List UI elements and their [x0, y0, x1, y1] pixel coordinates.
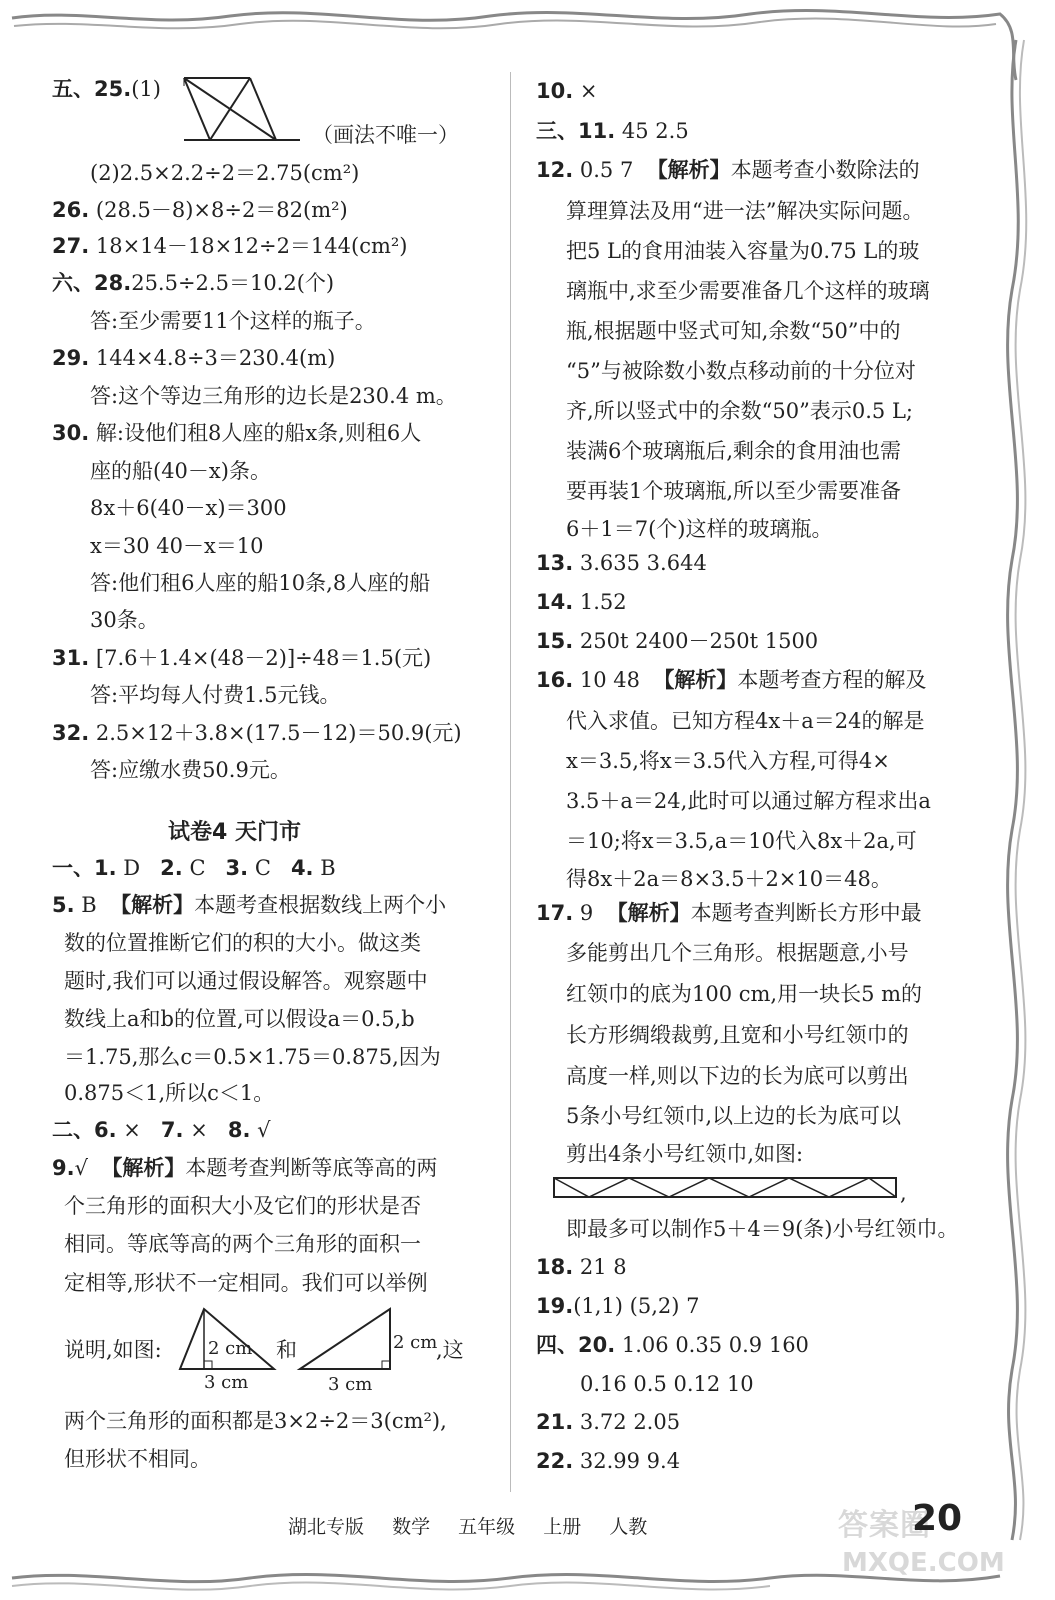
q17-line8: 即最多可以制作5＋4＝9(条)小号红领巾。 [566, 1217, 959, 1241]
q9-and-text: 和 [276, 1338, 297, 1362]
q17-line3: 红领巾的底为100 cm,用一块长5 m的 [566, 982, 923, 1006]
footer-grade: 五年级 [458, 1516, 516, 1538]
q30-line6: 30条。 [90, 608, 159, 632]
q30-line3: 8x＋6(40－x)＝300 [90, 496, 287, 520]
q9-line1: 9.√ 【解析】本题考查判断等底等高的两 [52, 1156, 438, 1180]
q10-line: 10. × [536, 79, 598, 103]
footer-publisher: 人教 [609, 1516, 648, 1538]
q25-part2: (2)2.5×2.2÷2＝2.75(cm²) [90, 161, 360, 185]
q12-line7: 齐,所以竖式中的余数“50”表示0.5 L; [566, 399, 913, 423]
q5-line6: 0.875＜1,所以c＜1。 [64, 1081, 275, 1105]
q9-figure-suffix: ,这 [436, 1338, 464, 1362]
q30-line2: 座的船(40－x)条。 [90, 459, 271, 483]
q17-line5: 高度一样,则以下边的长为底可以剪出 [566, 1064, 909, 1088]
section2-line: 二、6. × 7. × 8. √ [52, 1118, 271, 1142]
q32-answer: 答:应缴水费50.9元。 [90, 758, 291, 782]
footer-volume: 上册 [543, 1516, 582, 1538]
watermark-url: MXQE.COM [842, 1548, 1005, 1578]
q21-line: 21. 3.72 2.05 [536, 1410, 681, 1434]
q12-line5: 瓶,根据题中竖式可知,余数“50”中的 [566, 319, 901, 343]
q11-line: 三、11. 45 2.5 [536, 119, 689, 143]
q17-strip-figure [553, 1177, 898, 1199]
q9-line5: 两个三角形的面积都是3×2÷2＝3(cm²), [64, 1409, 447, 1433]
q25-note: （画法不唯一） [312, 123, 459, 147]
q25-part1: (1) [131, 77, 161, 101]
q9-line2: 个三角形的面积大小及它们的形状是否 [64, 1194, 421, 1218]
q17-line4: 长方形绸缎裁剪,且宽和小号红领巾的 [566, 1023, 909, 1047]
q28-answer: 答:至少需要11个这样的瓶子。 [90, 309, 376, 333]
q5-line2: 数的位置推断它们的积的大小。做这类 [64, 931, 421, 955]
q16-line5: ＝10;将x＝3.5,a＝10代入8x＋2a,可 [566, 829, 917, 853]
q9-figure-prefix: 说明,如图: [64, 1338, 162, 1362]
section1-line: 一、1. D 2. C 3. C 4. B [52, 856, 336, 880]
q26-line: 26. (28.5－8)×8÷2＝82(m²) [52, 198, 348, 222]
q12-line1: 12. 0.5 7 【解析】本题考查小数除法的 [536, 158, 920, 182]
q9-line4: 定相等,形状不一定相同。我们可以举例 [64, 1271, 428, 1295]
q28-line: 六、28.25.5÷2.5＝10.2(个) [52, 271, 335, 295]
page-number: 20 [912, 1498, 963, 1539]
q32-line: 32. 2.5×12＋3.8×(17.5－12)＝50.9(元) [52, 721, 462, 745]
q18-line: 18. 21 8 [536, 1255, 627, 1279]
q25-line1 [52, 76, 161, 102]
section-title: 试卷4 天门市 [168, 820, 301, 845]
q12-line3: 把5 L的食用油装入容量为0.75 L的玻 [566, 239, 920, 263]
q22-line: 22. 32.99 9.4 [536, 1449, 681, 1473]
q9-line6: 但形状不相同。 [64, 1447, 211, 1471]
q16-line1: 16. 10 48 【解析】本题考查方程的解及 [536, 668, 927, 692]
q12-line9: 要再装1个玻璃瓶,所以至少需要准备 [566, 479, 902, 503]
footer-subject: 数学 [392, 1516, 431, 1538]
q25-number: 五、25. [52, 77, 132, 101]
q27-line: 27. 18×14－18×12÷2＝144(cm²) [52, 234, 408, 258]
q14-line: 14. 1.52 [536, 590, 627, 614]
q17-line2: 多能剪出几个三角形。根据题意,小号 [566, 941, 909, 965]
q29-line: 29. 144×4.8÷3＝230.4(m) [52, 346, 336, 370]
q29-answer: 答:这个等边三角形的边长是230.4 m。 [90, 384, 457, 408]
q25-figure [180, 76, 310, 146]
q5-line1: 5. B 【解析】本题考查根据数线上两个小 [52, 893, 447, 917]
q5-line4: 数线上a和b的位置,可以假设a＝0.5,b [64, 1007, 415, 1031]
q17-line1: 17. 9 【解析】本题考查判断长方形中最 [536, 901, 922, 925]
footer-edition: 湖北专版 [288, 1516, 365, 1538]
q31-answer: 答:平均每人付费1.5元钱。 [90, 683, 341, 707]
q16-line6: 得8x＋2a＝8×3.5＋2×10＝48。 [566, 867, 892, 891]
q20-line1: 四、20. 1.06 0.35 0.9 160 [536, 1333, 809, 1357]
q19-line: 19.(1,1) (5,2) 7 [536, 1294, 700, 1318]
q9-base1-label: 3 cm [204, 1372, 249, 1393]
q17-line7: 剪出4条小号红领巾,如图: [566, 1142, 804, 1166]
q12-line8: 装满6个玻璃瓶后,剩余的食用油也需 [566, 439, 902, 463]
q12-line10: 6＋1＝7(个)这样的玻璃瓶。 [566, 517, 833, 541]
q9-height1-label: 2 cm [208, 1338, 253, 1359]
q9-base2-label: 3 cm [328, 1374, 373, 1395]
q9-height2-label: 2 cm [393, 1332, 438, 1353]
q16-line4: 3.5＋a＝24,此时可以通过解方程求出a [566, 789, 931, 813]
q13-line: 13. 3.635 3.644 [536, 551, 707, 575]
q30-line4: x＝30 40－x＝10 [90, 534, 264, 558]
q15-line: 15. 250t 2400－250t 1500 [536, 629, 819, 653]
q12-line2: 算理算法及用“进一法”解决实际问题。 [566, 199, 924, 223]
q5-line5: ＝1.75,那么c＝0.5×1.75＝0.875,因为 [64, 1045, 441, 1069]
q16-line2: 代入求值。已知方程4x＋a＝24的解是 [566, 709, 925, 733]
q5-line3: 题时,我们可以通过假设解答。观察题中 [64, 969, 428, 993]
q31-line: 31. [7.6＋1.4×(48－2)]÷48＝1.5(元) [52, 646, 432, 670]
watermark-text: 答案圈 [838, 1508, 931, 1543]
q30-line1: 30. 解:设他们租8人座的船x条,则租6人 [52, 421, 422, 445]
q20-line2: 0.16 0.5 0.12 10 [580, 1372, 754, 1396]
q17-figure-suffix: , [900, 1181, 907, 1205]
q12-line6: “5”与被除数小数点移动前的十分位对 [566, 359, 916, 383]
q30-line5: 答:他们租6人座的船10条,8人座的船 [90, 571, 431, 595]
q16-line3: x＝3.5,将x＝3.5代入方程,可得4× [566, 749, 890, 773]
page-footer [288, 1512, 669, 1539]
q9-line3: 相同。等底等高的两个三角形的面积一 [64, 1232, 421, 1256]
q12-line4: 璃瓶中,求至少需要准备几个这样的玻璃 [566, 279, 930, 303]
column-divider [510, 72, 511, 1492]
q17-line6: 5条小号红领巾,以上边的长为底可以 [566, 1104, 902, 1128]
